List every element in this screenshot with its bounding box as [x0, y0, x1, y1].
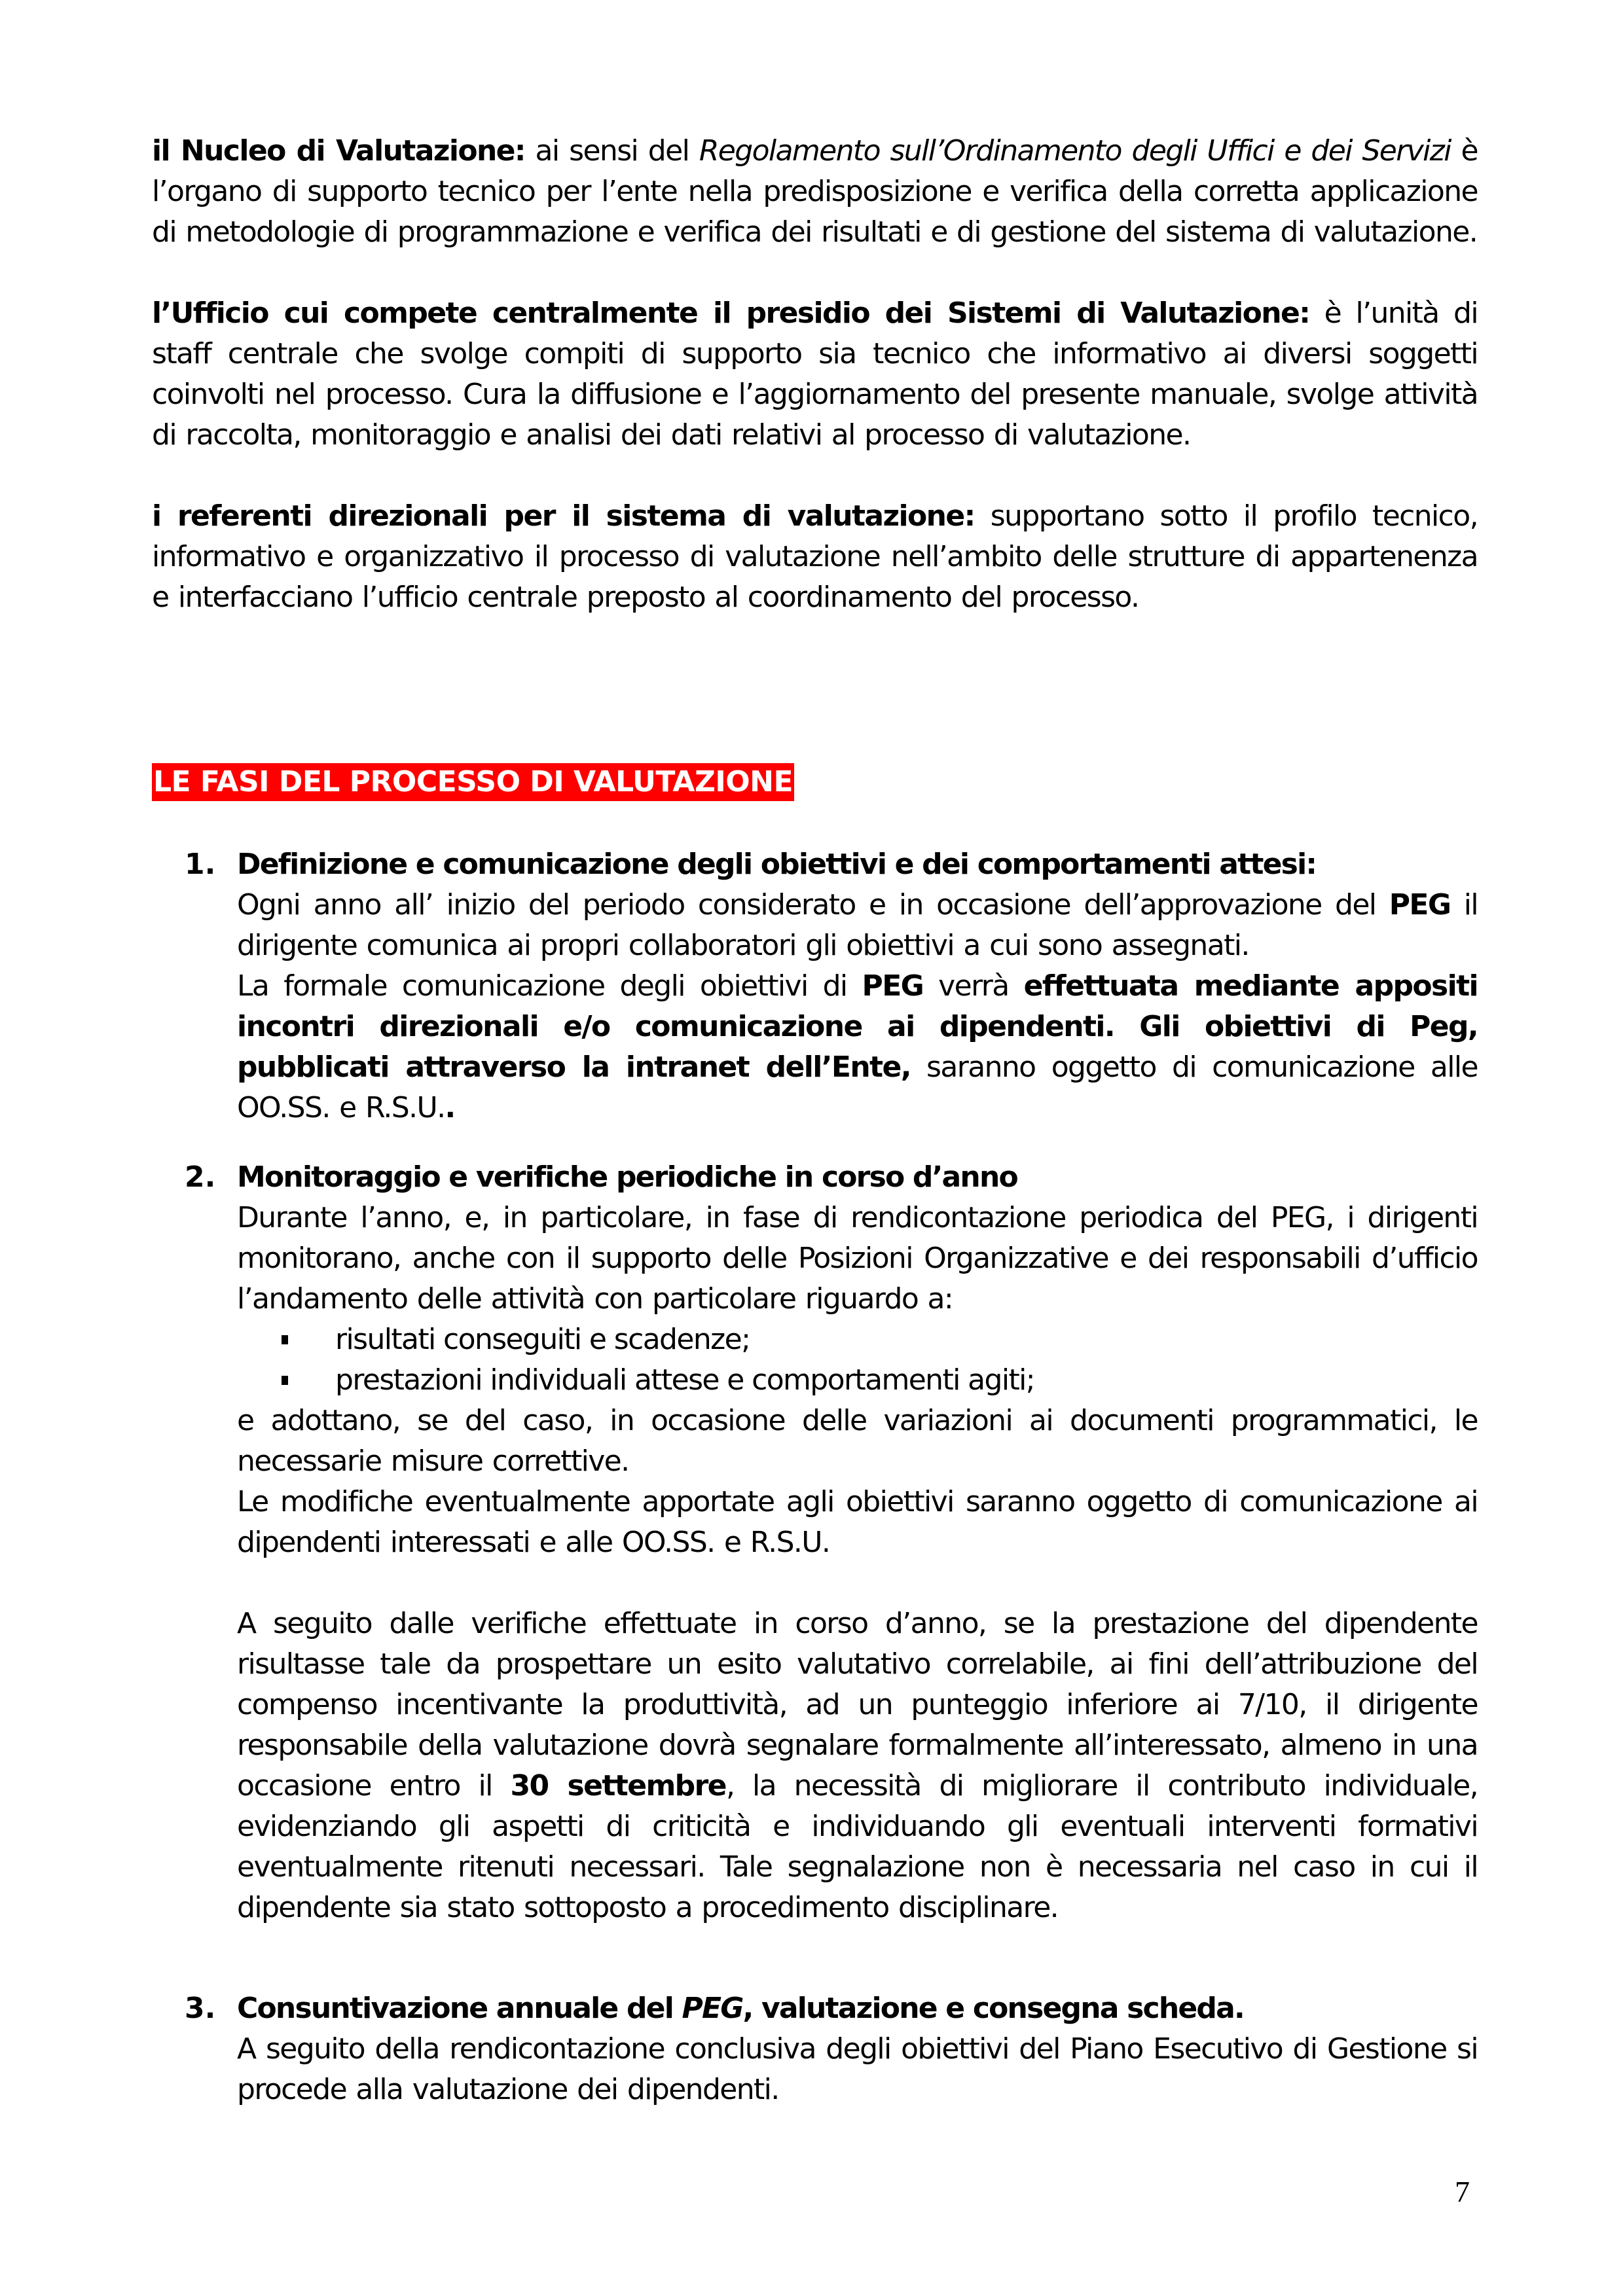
item-paragraph: La formale comunicazione degli obiettivi di PEG verrà effettuata mediante appositi incontri direzionali e/o comunicazione ai dipendenti. Gli obiettivi di Peg, pubblicati attraverso la intranet dell’Ente, saranno oggetto di comunicazione alle OO.SS. e R.S.U.. — [237, 969, 1478, 1124]
bullet-item: prestazioni individuali attese e comportamenti agiti; — [185, 1360, 1478, 1401]
term-nucleo: il Nucleo di Valutazione: — [152, 134, 525, 168]
bullet-item: risultati conseguiti e scadenze; — [185, 1319, 1478, 1360]
paragraph-nucleo-valutazione: il Nucleo di Valutazione: ai sensi del Regolamento sull’Ordinamento degli Uffici e dei Servizi è l’organo di supporto tecnico per l’ente nella predisposizione e verifica della corretta applicazione di metodologie di programmazione e verifica dei risultati e di gestione del sistema di valutazione. — [152, 134, 1478, 249]
phase-item-2 — [185, 1157, 1478, 1928]
square-bullet-icon — [282, 1376, 288, 1385]
section-title: LE FASI DEL PROCESSO DI VALUTAZIONE — [152, 763, 794, 801]
phase-item-1 — [185, 844, 1478, 1128]
paragraph-referenti: i referenti direzionali per il sistema di valutazione: supportano sotto il profilo tecnico, informativo e organizzativo il processo di valutazione nell’ambito delle strutture di appartenenza e interfacciano l’ufficio centrale preposto al coordinamento del processo. — [152, 499, 1478, 614]
deadline-date: 30 settembre — [510, 1769, 726, 1803]
item-paragraph: Le modifiche eventualmente apportate agli obiettivi saranno oggetto di comunicazione ai dipendenti interessati e alle OO.SS. e R.S.U. — [237, 1485, 1478, 1559]
item-heading: Consuntivazione annuale del PEG, valutazione e consegna scheda. — [237, 1992, 1244, 2025]
square-bullet-icon — [282, 1335, 288, 1344]
item-paragraph: Durante l’anno, e, in particolare, in fase di rendicontazione periodica del PEG, i dirigenti monitorano, anche con il supporto delle Posizioni Organizzative e dei responsabili d’ufficio l’andamento delle attività con particolare riguardo a: — [237, 1201, 1478, 1316]
item-number: 2. — [185, 1160, 216, 1194]
item-heading: Monitoraggio e verifiche periodiche in corso d’anno — [237, 1160, 1017, 1194]
item-number: 1. — [185, 848, 216, 881]
item-heading: Definizione e comunicazione degli obiettivi e dei comportamenti attesi: — [237, 848, 1317, 881]
item-number: 3. — [185, 1992, 216, 2025]
item-paragraph: A seguito dalle verifiche effettuate in corso d’anno, se la prestazione del dipendente risultasse tale da prospettare un esito valutativo correlabile, ai fini dell’attribuzione del compenso incentivante la produttività, ad un punteggio inferiore ai 7/10, il dirigente responsabile della valutazione dovrà segnalare formalmente all’interessato, almeno in una occasione entro il 30 settembre, la necessità di migliorare il contributo individuale, evidenziando gli aspetti di criticità e individuando gli eventuali interventi formativi eventualmente ritenuti necessari. Tale segnalazione non è necessaria nel caso in cui il dipendente sia stato sottoposto a procedimento disciplinare. — [237, 1607, 1478, 1924]
page-number: 7 — [1455, 2175, 1470, 2208]
intro-section — [152, 131, 1478, 658]
item-paragraph: A seguito della rendicontazione conclusiva degli obiettivi del Piano Esecutivo di Gestione si procede alla valutazione dei dipendenti. — [237, 2032, 1478, 2106]
regolamento-title: Regolamento sull’Ordinamento degli Uffici e dei Servizi — [699, 134, 1451, 168]
term-referenti: i referenti direzionali per il sistema di valutazione: — [152, 499, 975, 533]
item-paragraph: Ogni anno all’ inizio del periodo considerato e in occasione dell’approvazione del PEG il dirigente comunica ai propri collaboratori gli obiettivi a cui sono assegnati. — [237, 888, 1478, 962]
paragraph-ufficio: l’Ufficio cui compete centralmente il presidio dei Sistemi di Valutazione: è l’unità di staff centrale che svolge compiti di supporto sia tecnico che informativo ai diversi soggetti coinvolti nel processo. Cura la diffusione e l’aggiornamento del presente manuale, svolge attività di raccolta, monitoraggio e analisi dei dati relativi al processo di valutazione. — [152, 296, 1478, 452]
term-ufficio: l’Ufficio cui compete centralmente il presidio dei Sistemi di Valutazione: — [152, 296, 1310, 330]
phase-item-3 — [185, 1988, 1478, 2110]
item-paragraph: e adottano, se del caso, in occasione delle variazioni ai documenti programmatici, le necessarie misure correttive. — [237, 1404, 1478, 1478]
